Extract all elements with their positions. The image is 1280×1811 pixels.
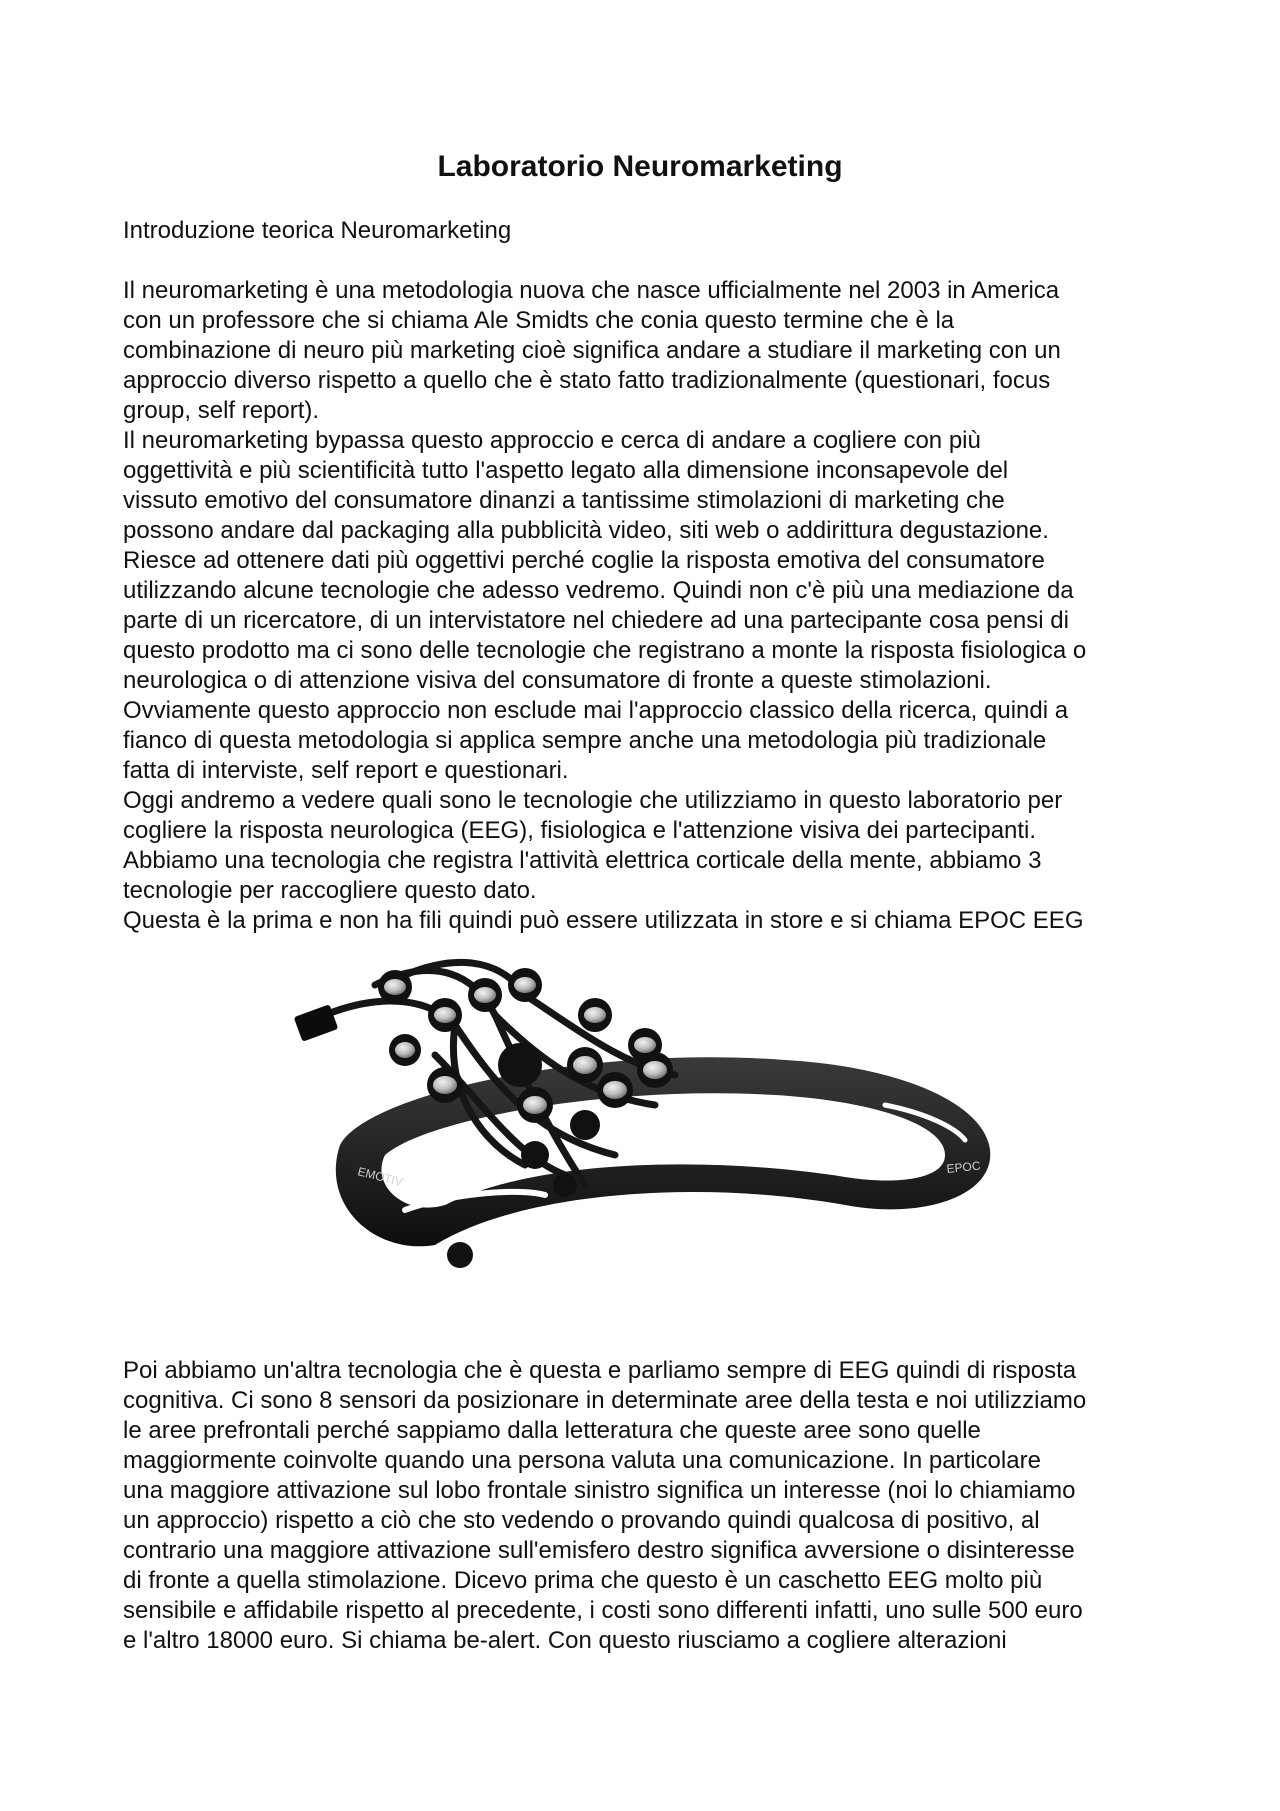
- text-line: un approccio) rispetto a ciò che sto vedendo o provando quindi qualcosa di positivo, al: [123, 1507, 1040, 1534]
- text-line: maggiormente coinvolte quando una persona valuta una comunicazione. In particolare: [123, 1447, 1041, 1474]
- text-line: Poi abbiamo un'altra tecnologia che è questa e parliamo sempre di EEG quindi di risposta: [123, 1357, 1077, 1384]
- text-line: Ovviamente questo approccio non esclude mai l'approccio classico della ricerca, quindi a: [123, 697, 1069, 724]
- text-line: combinazione di neuro più marketing cioè significa andare a studiare il marketing con un: [123, 337, 1061, 364]
- text-line: possono andare dal packaging alla pubblicità video, siti web o addirittura degustazione.: [123, 517, 1049, 544]
- section-subtitle: Introduzione teorica Neuromarketing: [123, 217, 512, 244]
- text-line: vissuto emotivo del consumatore dinanzi a tantissime stimolazioni di marketing che: [123, 487, 1005, 514]
- text-line: sensibile e affidabile rispetto al precedente, i costi sono differenti infatti, uno sulle 500 euro: [123, 1597, 1083, 1624]
- intro-paragraph: [123, 276, 1173, 936]
- text-line: Abbiamo una tecnologia che registra l'attività elettrica corticale della mente, abbiamo 3: [123, 847, 1042, 874]
- text-line: cogliere la risposta neurologica (EEG), fisiologica e l'attenzione visiva dei partecipanti.: [123, 817, 1037, 844]
- text-line: group, self report).: [123, 397, 320, 424]
- text-line: Riesce ad ottenere dati più oggettivi perché coglie la risposta emotiva del consumatore: [123, 547, 1045, 574]
- text-line: con un professore che si chiama Ale Smidts che conia questo termine che è la: [123, 307, 955, 334]
- text-line: oggettività e più scientificità tutto l'aspetto legato alla dimensione inconsapevole del: [123, 457, 1009, 484]
- text-line: le aree prefrontali perché sappiamo dalla letteratura che queste aree sono quelle: [123, 1417, 981, 1444]
- text-line: Il neuromarketing è una metodologia nuova che nasce ufficialmente nel 2003 in America: [123, 277, 1060, 304]
- eeg-headset-icon: [285, 955, 1005, 1285]
- brand-label-right: EPOC: [945, 1158, 982, 1176]
- text-line: parte di un ricercatore, di un intervistatore nel chiedere ad una partecipante cosa pensi di: [123, 607, 1069, 634]
- text-line: contrario una maggiore attivazione sull'emisfero destro significa avversione o disinteresse: [123, 1537, 1075, 1564]
- text-line: una maggiore attivazione sul lobo frontale sinistro significa un interesse (noi lo chiamiamo: [123, 1477, 1076, 1504]
- brand-label-left: EMOTIV: [356, 1164, 405, 1190]
- text-line: approccio diverso rispetto a quello che è stato fatto tradizionalmente (questionari, focus: [123, 367, 1051, 394]
- text-line: neurologica o di attenzione visiva del consumatore di fronte a queste stimolazioni.: [123, 667, 992, 694]
- text-line: fianco di questa metodologia si applica sempre anche una metodologia più tradizionale: [123, 727, 1047, 754]
- second-paragraph: [123, 1356, 1173, 1656]
- text-line: cognitiva. Ci sono 8 sensori da posizionare in determinate aree della testa e noi utilizziamo: [123, 1387, 1087, 1414]
- text-line: Questa è la prima e non ha fili quindi può essere utilizzata in store e si chiama EPOC EEG: [123, 907, 1084, 934]
- text-line: fatta di interviste, self report e questionari.: [123, 757, 569, 784]
- text-line: di fronte a quella stimolazione. Dicevo prima che questo è un caschetto EEG molto più: [123, 1567, 1043, 1594]
- text-line: questo prodotto ma ci sono delle tecnologie che registrano a monte la risposta fisiologica o: [123, 637, 1087, 664]
- epoc-headset-image: [285, 955, 1005, 1285]
- page-title: Laboratorio Neuromarketing: [437, 150, 843, 183]
- text-line: e l'altro 18000 euro. Si chiama be-alert. Con questo riusciamo a cogliere alterazioni: [123, 1627, 1007, 1654]
- text-line: Il neuromarketing bypassa questo approccio e cerca di andare a cogliere con più: [123, 427, 981, 454]
- text-line: Oggi andremo a vedere quali sono le tecnologie che utilizziamo in questo laboratorio per: [123, 787, 1063, 814]
- text-line: utilizzando alcune tecnologie che adesso vedremo. Quindi non c'è più una mediazione da: [123, 577, 1074, 604]
- text-line: tecnologie per raccogliere questo dato.: [123, 877, 537, 904]
